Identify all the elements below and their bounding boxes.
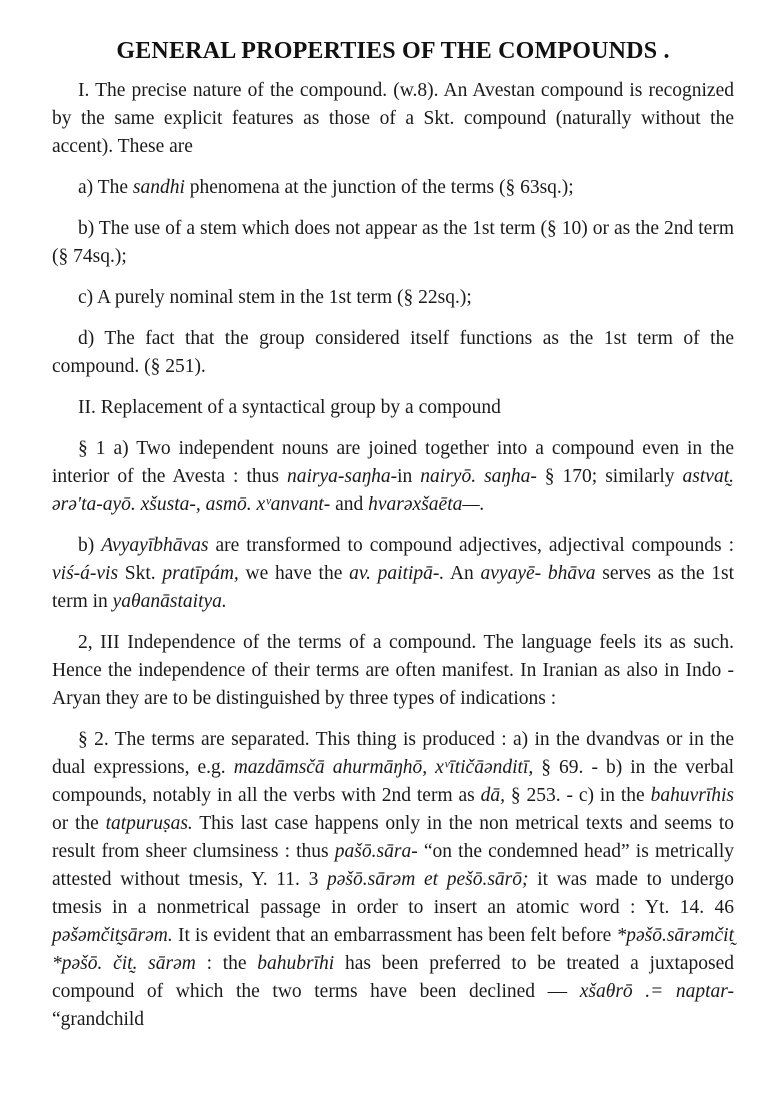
paragraph-replacement-heading: II. Replacement of a syntactical group by a compound xyxy=(78,397,501,418)
paragraph-section-1b: b) Avyayībhāvas are transformed to compound adjectives, adjectival compounds : viś-á-vis Skt. pratīpám, we have the av. paitipā-. An avyayē- bhāva serves as the 1st term in yaθanāstaitya. xyxy=(52,535,735,612)
paragraph-nature: I. The precise nature of the compound. (w.8). An Avestan compound is recognized by the same explicit features as those of a Skt. compound (naturally without the accent). These are xyxy=(52,80,734,157)
paragraph-section-2: § 2. The terms are separated. This thing is produced : a) in the dvandvas or in the dual expressions, e.g. mazdāmsčā ahurmāŋhō, xᵛītičāənditī, § 69. - b) in the verbal compounds, notably in all the verbs with 2nd term as dā, § 253. - c) in the bahuvrīhis or the tatpuruṣas. This last case happens only in the non metrical texts and seems to result from sheer clumsiness : thus pašō.sāra- “on the condemned head” is metrically attested without tmesis, Y. 11. 3 pəšō.sārəm et pešō.sārō; it was made to undergo tmesis in a nonmetrical passage in order to insert an atomic word : Yt. 14. 46 pəšəmčit̰sārəm. It is evident that an embarrassment has been felt before *pəšō.sārəmčit̰ *pəšō. čit̰. sārəm : the bahubrīhi has been preferred to be treated a juxtaposed compound of which the two terms have been declined — xšaθrō .= naptar- “grandchild xyxy=(52,729,735,1030)
paragraph-a: a) The sandhi phenomena at the junction of the terms (§ 63sq.); xyxy=(78,177,574,198)
title-text: GENERAL PROPERTIES OF THE COMPOUNDS xyxy=(116,38,658,64)
paragraph-section-1a: § 1 a) Two independent nouns are joined together into a compound even in the interior of the Avesta : thus nairya-saŋha-in nairyō. saŋha- § 170; similarly astvat̰. ərə'ta-ayō. xšusta-, asmō. xᵛanvant- and hvarəxšaēta—. xyxy=(52,438,734,515)
paragraph-independence: 2, III Independence of the terms of a compound. The language feels its as such. Hence the independence of their terms are often manifest. In Iranian as also in Indo - Aryan they are to be distinguished by three types of indications : xyxy=(52,632,734,709)
paragraph-d: d) The fact that the group considered itself functions as the 1st term of the compound. (§ 251). xyxy=(52,328,734,377)
paragraph-c: c) A purely nominal stem in the 1st term (§ 22sq.); xyxy=(78,287,472,308)
title-mark: . xyxy=(663,38,670,64)
page-title xyxy=(52,38,734,65)
paragraph-b: b) The use of a stem which does not appear as the 1st term (§ 10) or as the 2nd term (§ 74sq.); xyxy=(52,218,734,267)
